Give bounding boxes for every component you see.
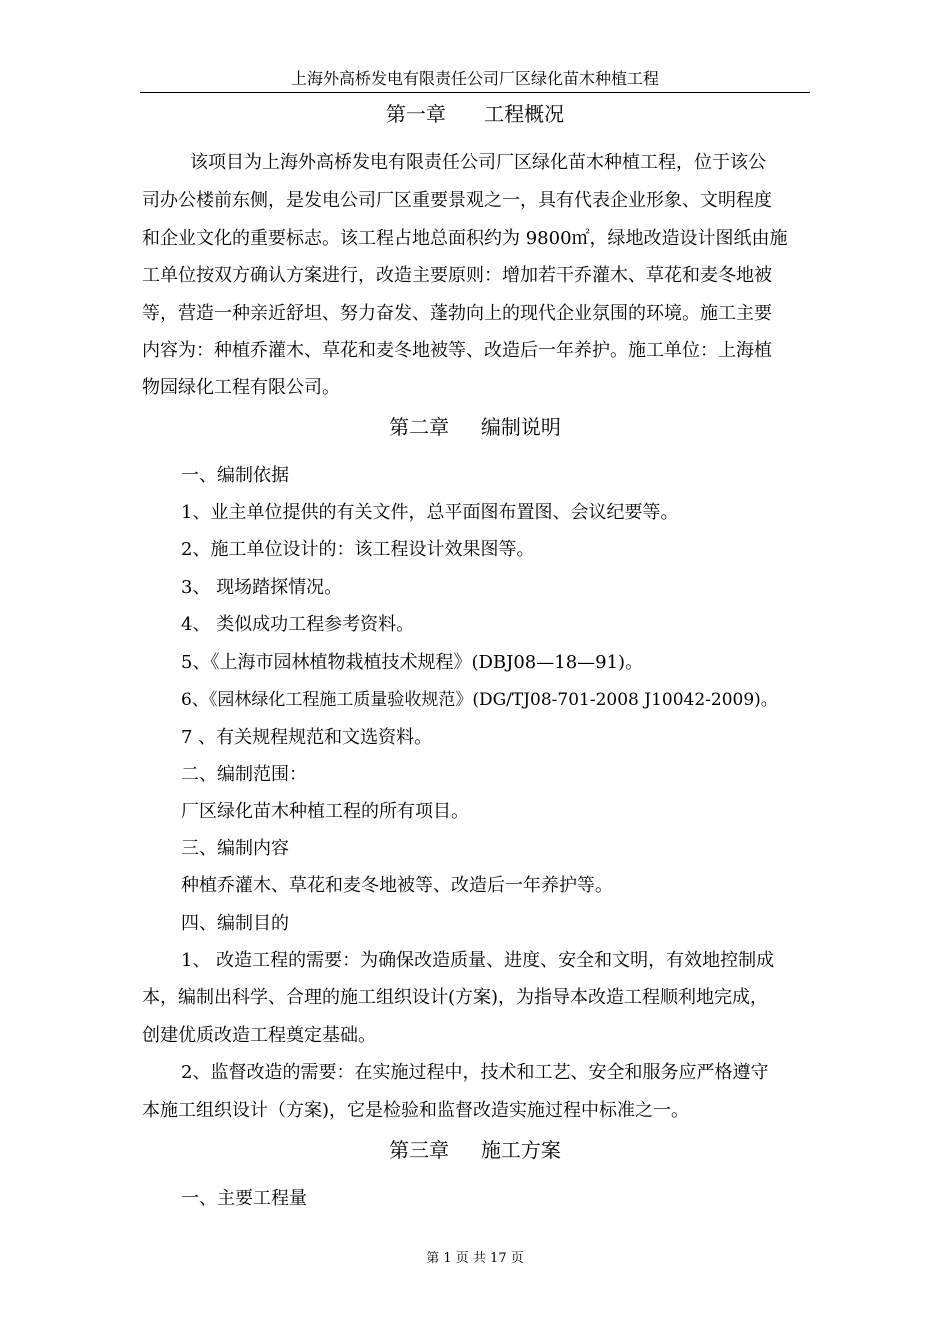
list-item: 5、《上海市园林植物栽植技术规程》(DBJ08—18—91)。 xyxy=(181,652,644,673)
list-item: 3、 现场踏探情况。 xyxy=(181,577,343,598)
section-heading: 二、编制范围： xyxy=(181,764,307,785)
paragraph-line: 种植乔灌木、草花和麦冬地被等、改造后一年养护等。 xyxy=(181,875,613,896)
paragraph-line: 物园绿化工程有限公司。 xyxy=(142,377,340,398)
paragraph-line: 该项目为上海外高桥发电有限责任公司厂区绿化苗木种植工程，位于该公 xyxy=(190,152,766,173)
list-item: 7 、有关规程规范和文选资料。 xyxy=(181,727,433,748)
list-item: 1、业主单位提供的有关文件，总平面图布置图、会议纪要等。 xyxy=(181,502,679,523)
chapter-1-title: 第一章 工程概况 xyxy=(385,102,565,126)
paragraph-line: 内容为：种植乔灌木、草花和麦冬地被等、改造后一年养护。施工单位：上海植 xyxy=(142,340,772,361)
paragraph-line: 本，编制出科学、合理的施工组织设计(方案)，为指导本改造工程顺利地完成， xyxy=(142,987,769,1008)
list-item: 2、施工单位设计的：该工程设计效果图等。 xyxy=(181,539,535,560)
section-heading: 一、编制依据 xyxy=(181,465,289,486)
paragraph-line: 等，营造一种亲近舒坦、努力奋发、蓬勃向上的现代企业氛围的环境。施工主要 xyxy=(142,303,772,324)
paragraph-line: 司办公楼前东侧，是发电公司厂区重要景观之一，具有代表企业形象、文明程度 xyxy=(142,190,772,211)
page-number: 第 1 页 共 17 页 xyxy=(426,1251,524,1266)
paragraph-line: 创建优质改造工程奠定基础。 xyxy=(142,1025,376,1046)
list-item: 2、监督改造的需要：在实施过程中，技术和工艺、安全和服务应严格遵守 xyxy=(181,1062,769,1083)
paragraph-line: 和企业文化的重要标志。该工程占地总面积约为 9800㎡，绿地改造设计图纸由施 xyxy=(142,228,788,249)
section-heading: 三、编制内容 xyxy=(181,838,289,859)
list-item: 6、《园林绿化工程施工质量验收规范》(DG/TJ08-701-2008 J10042-2009)。 xyxy=(181,690,778,710)
chapter-2-title: 第二章 编制说明 xyxy=(389,415,561,439)
section-heading: 四、编制目的 xyxy=(181,913,289,934)
list-item: 4、 类似成功工程参考资料。 xyxy=(181,614,415,635)
paragraph-line: 厂区绿化苗木种植工程的所有项目。 xyxy=(181,801,469,822)
paragraph-line: 工单位按双方确认方案进行，改造主要原则：增加若干乔灌木、草花和麦冬地被 xyxy=(142,265,772,286)
page-header: 上海外高桥发电有限责任公司厂区绿化苗木种植工程 xyxy=(140,66,810,93)
paragraph-line: 本施工组织设计（方案)，它是检验和监督改造实施过程中标准之一。 xyxy=(142,1100,690,1121)
list-item: 1、 改造工程的需要：为确保改造质量、进度、安全和文明，有效地控制成 xyxy=(181,950,775,971)
section-heading: 一、主要工程量 xyxy=(181,1188,307,1209)
chapter-3-title: 第三章 施工方案 xyxy=(389,1138,561,1162)
